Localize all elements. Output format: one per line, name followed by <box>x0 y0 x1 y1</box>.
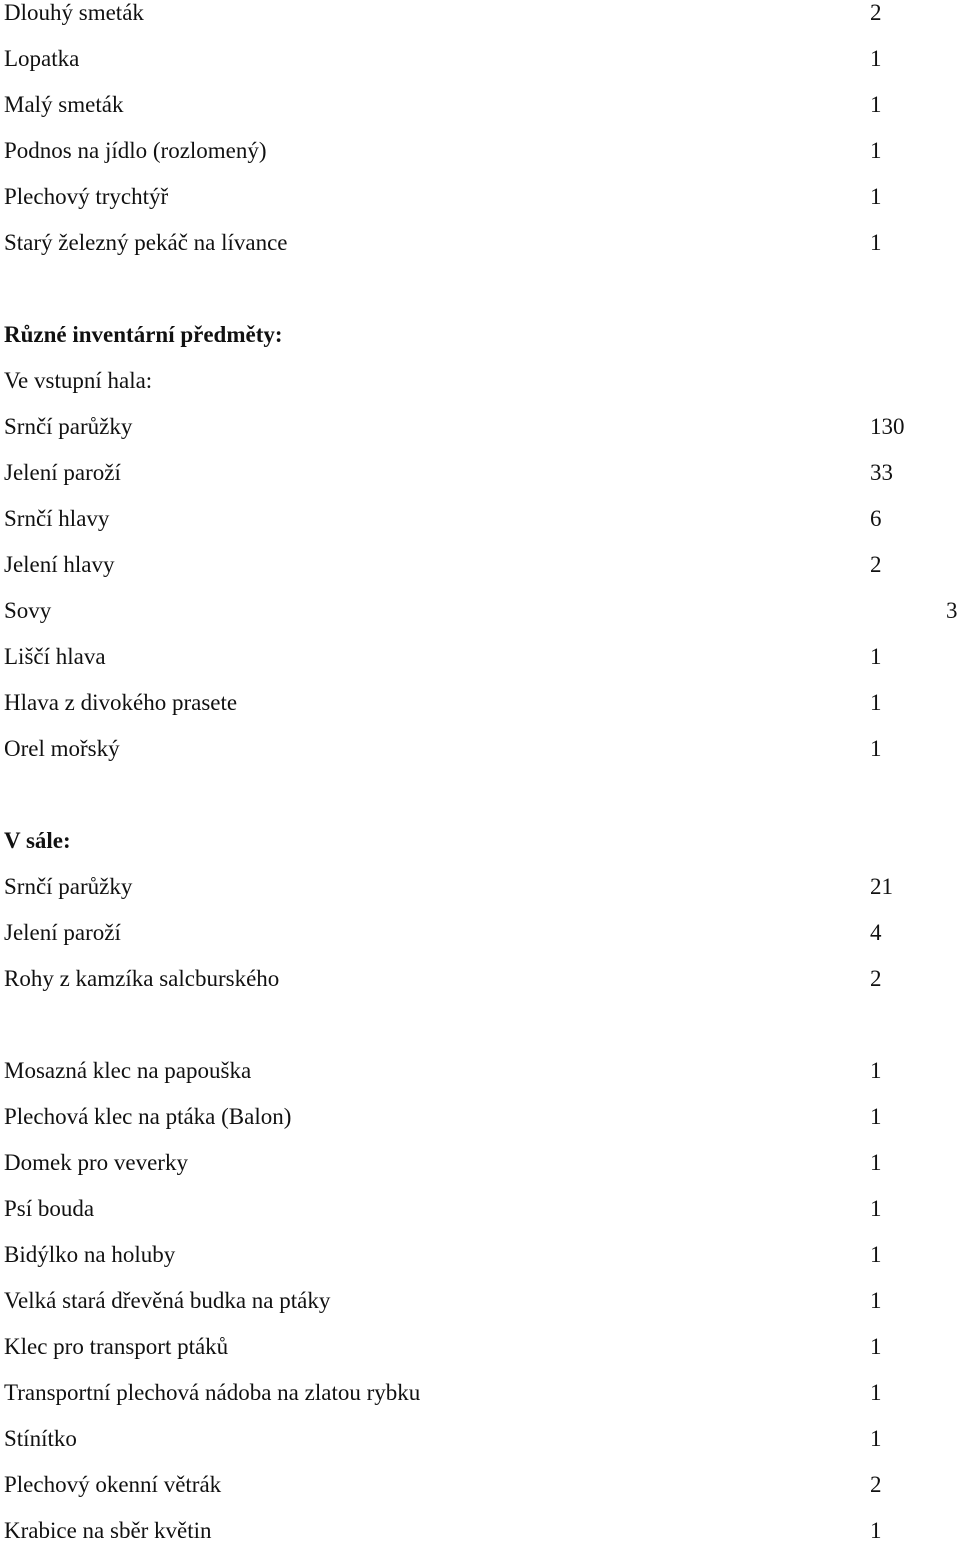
item-name: Klec pro transport ptáků <box>4 1334 229 1359</box>
item-name: Domek pro veverky <box>4 1150 188 1175</box>
item-name: Srnčí hlavy <box>4 506 110 531</box>
list-item <box>4 230 960 276</box>
list-item <box>4 184 960 230</box>
item-quantity: 1 <box>870 1518 882 1543</box>
section-spacer <box>4 1012 960 1058</box>
list-item <box>4 92 960 138</box>
item-name: Podnos na jídlo (rozlomený) <box>4 138 267 163</box>
kitchen-items-section <box>4 0 960 276</box>
item-quantity: 1 <box>870 46 882 71</box>
item-quantity: 1 <box>870 184 882 209</box>
item-name: Sovy <box>4 598 52 623</box>
item-quantity: 3 <box>946 598 958 623</box>
section-spacer <box>4 782 960 828</box>
item-quantity: 4 <box>870 920 882 945</box>
list-item <box>4 966 960 1012</box>
item-quantity: 1 <box>870 1334 882 1359</box>
item-name: Liščí hlava <box>4 644 106 669</box>
list-item <box>4 1288 960 1334</box>
list-item <box>4 1334 960 1380</box>
item-name: Jelení hlavy <box>4 552 115 577</box>
item-name: Stínítko <box>4 1426 77 1451</box>
list-item <box>4 644 960 690</box>
list-item <box>4 46 960 92</box>
item-name: Mosazná klec na papouška <box>4 1058 252 1083</box>
list-item <box>4 598 960 644</box>
list-item <box>4 460 960 506</box>
item-quantity: 1 <box>870 690 882 715</box>
item-quantity: 1 <box>870 1380 882 1405</box>
list-item <box>4 1242 960 1288</box>
list-item <box>4 1472 960 1518</box>
item-quantity: 1 <box>870 644 882 669</box>
list-item <box>4 690 960 736</box>
item-quantity: 1 <box>870 1104 882 1129</box>
item-quantity: 1 <box>870 1058 882 1083</box>
section-heading-row <box>4 322 960 368</box>
cages-section <box>4 1058 960 1564</box>
inventory-document <box>4 0 960 1564</box>
item-name: Orel mořský <box>4 736 120 761</box>
item-name: Krabice na sběr květin <box>4 1518 212 1543</box>
list-item <box>4 0 960 46</box>
item-quantity: 1 <box>870 1242 882 1267</box>
item-quantity: 1 <box>870 230 882 255</box>
list-item <box>4 506 960 552</box>
item-quantity: 1 <box>870 1150 882 1175</box>
list-item <box>4 1150 960 1196</box>
list-item <box>4 1518 960 1564</box>
item-name: Velká stará dřevěná budka na ptáky <box>4 1288 331 1313</box>
list-item <box>4 1426 960 1472</box>
misc-inventory-section <box>4 322 960 782</box>
list-item <box>4 736 960 782</box>
section-heading: V sále: <box>4 828 71 853</box>
item-name: Bidýlko na holuby <box>4 1242 176 1267</box>
list-item <box>4 874 960 920</box>
item-name: Transportní plechová nádoba na zlatou rybku <box>4 1380 421 1405</box>
item-name: Plechový okenní větrák <box>4 1472 222 1497</box>
item-name: Hlava z divokého prasete <box>4 690 238 715</box>
list-item <box>4 1196 960 1242</box>
hall-section <box>4 828 960 1012</box>
item-quantity: 130 <box>870 414 905 439</box>
item-name: Srnčí parůžky <box>4 414 133 439</box>
section-spacer <box>4 276 960 322</box>
item-name: Jelení paroží <box>4 460 121 485</box>
item-name: Lopatka <box>4 46 80 71</box>
item-quantity: 6 <box>870 506 882 531</box>
item-name: Plechový trychtýř <box>4 184 169 209</box>
item-quantity: 2 <box>870 966 882 991</box>
item-quantity: 1 <box>870 92 882 117</box>
section-subheading: Ve vstupní hala: <box>4 368 153 393</box>
list-item <box>4 1058 960 1104</box>
list-item <box>4 1104 960 1150</box>
item-name: Starý železný pekáč na lívance <box>4 230 288 255</box>
list-item <box>4 920 960 966</box>
list-item <box>4 138 960 184</box>
item-name: Plechová klec na ptáka (Balon) <box>4 1104 292 1129</box>
item-name: Srnčí parůžky <box>4 874 133 899</box>
item-name: Rohy z kamzíka salcburského <box>4 966 280 991</box>
list-item <box>4 552 960 598</box>
item-name: Psí bouda <box>4 1196 95 1221</box>
item-quantity: 33 <box>870 460 893 485</box>
item-quantity: 1 <box>870 1426 882 1451</box>
item-quantity: 1 <box>870 1196 882 1221</box>
item-quantity: 1 <box>870 1288 882 1313</box>
list-item <box>4 1380 960 1426</box>
item-quantity: 1 <box>870 736 882 761</box>
item-name: Malý smeták <box>4 92 124 117</box>
item-quantity: 2 <box>870 1472 882 1497</box>
section-heading: Různé inventární předměty: <box>4 322 283 347</box>
item-quantity: 21 <box>870 874 893 899</box>
item-quantity: 1 <box>870 138 882 163</box>
section-heading-row <box>4 828 960 874</box>
item-quantity: 2 <box>870 0 882 25</box>
item-quantity: 2 <box>870 552 882 577</box>
item-name: Jelení paroží <box>4 920 121 945</box>
list-item <box>4 414 960 460</box>
item-name: Dlouhý smeták <box>4 0 144 25</box>
subheading-row <box>4 368 960 414</box>
